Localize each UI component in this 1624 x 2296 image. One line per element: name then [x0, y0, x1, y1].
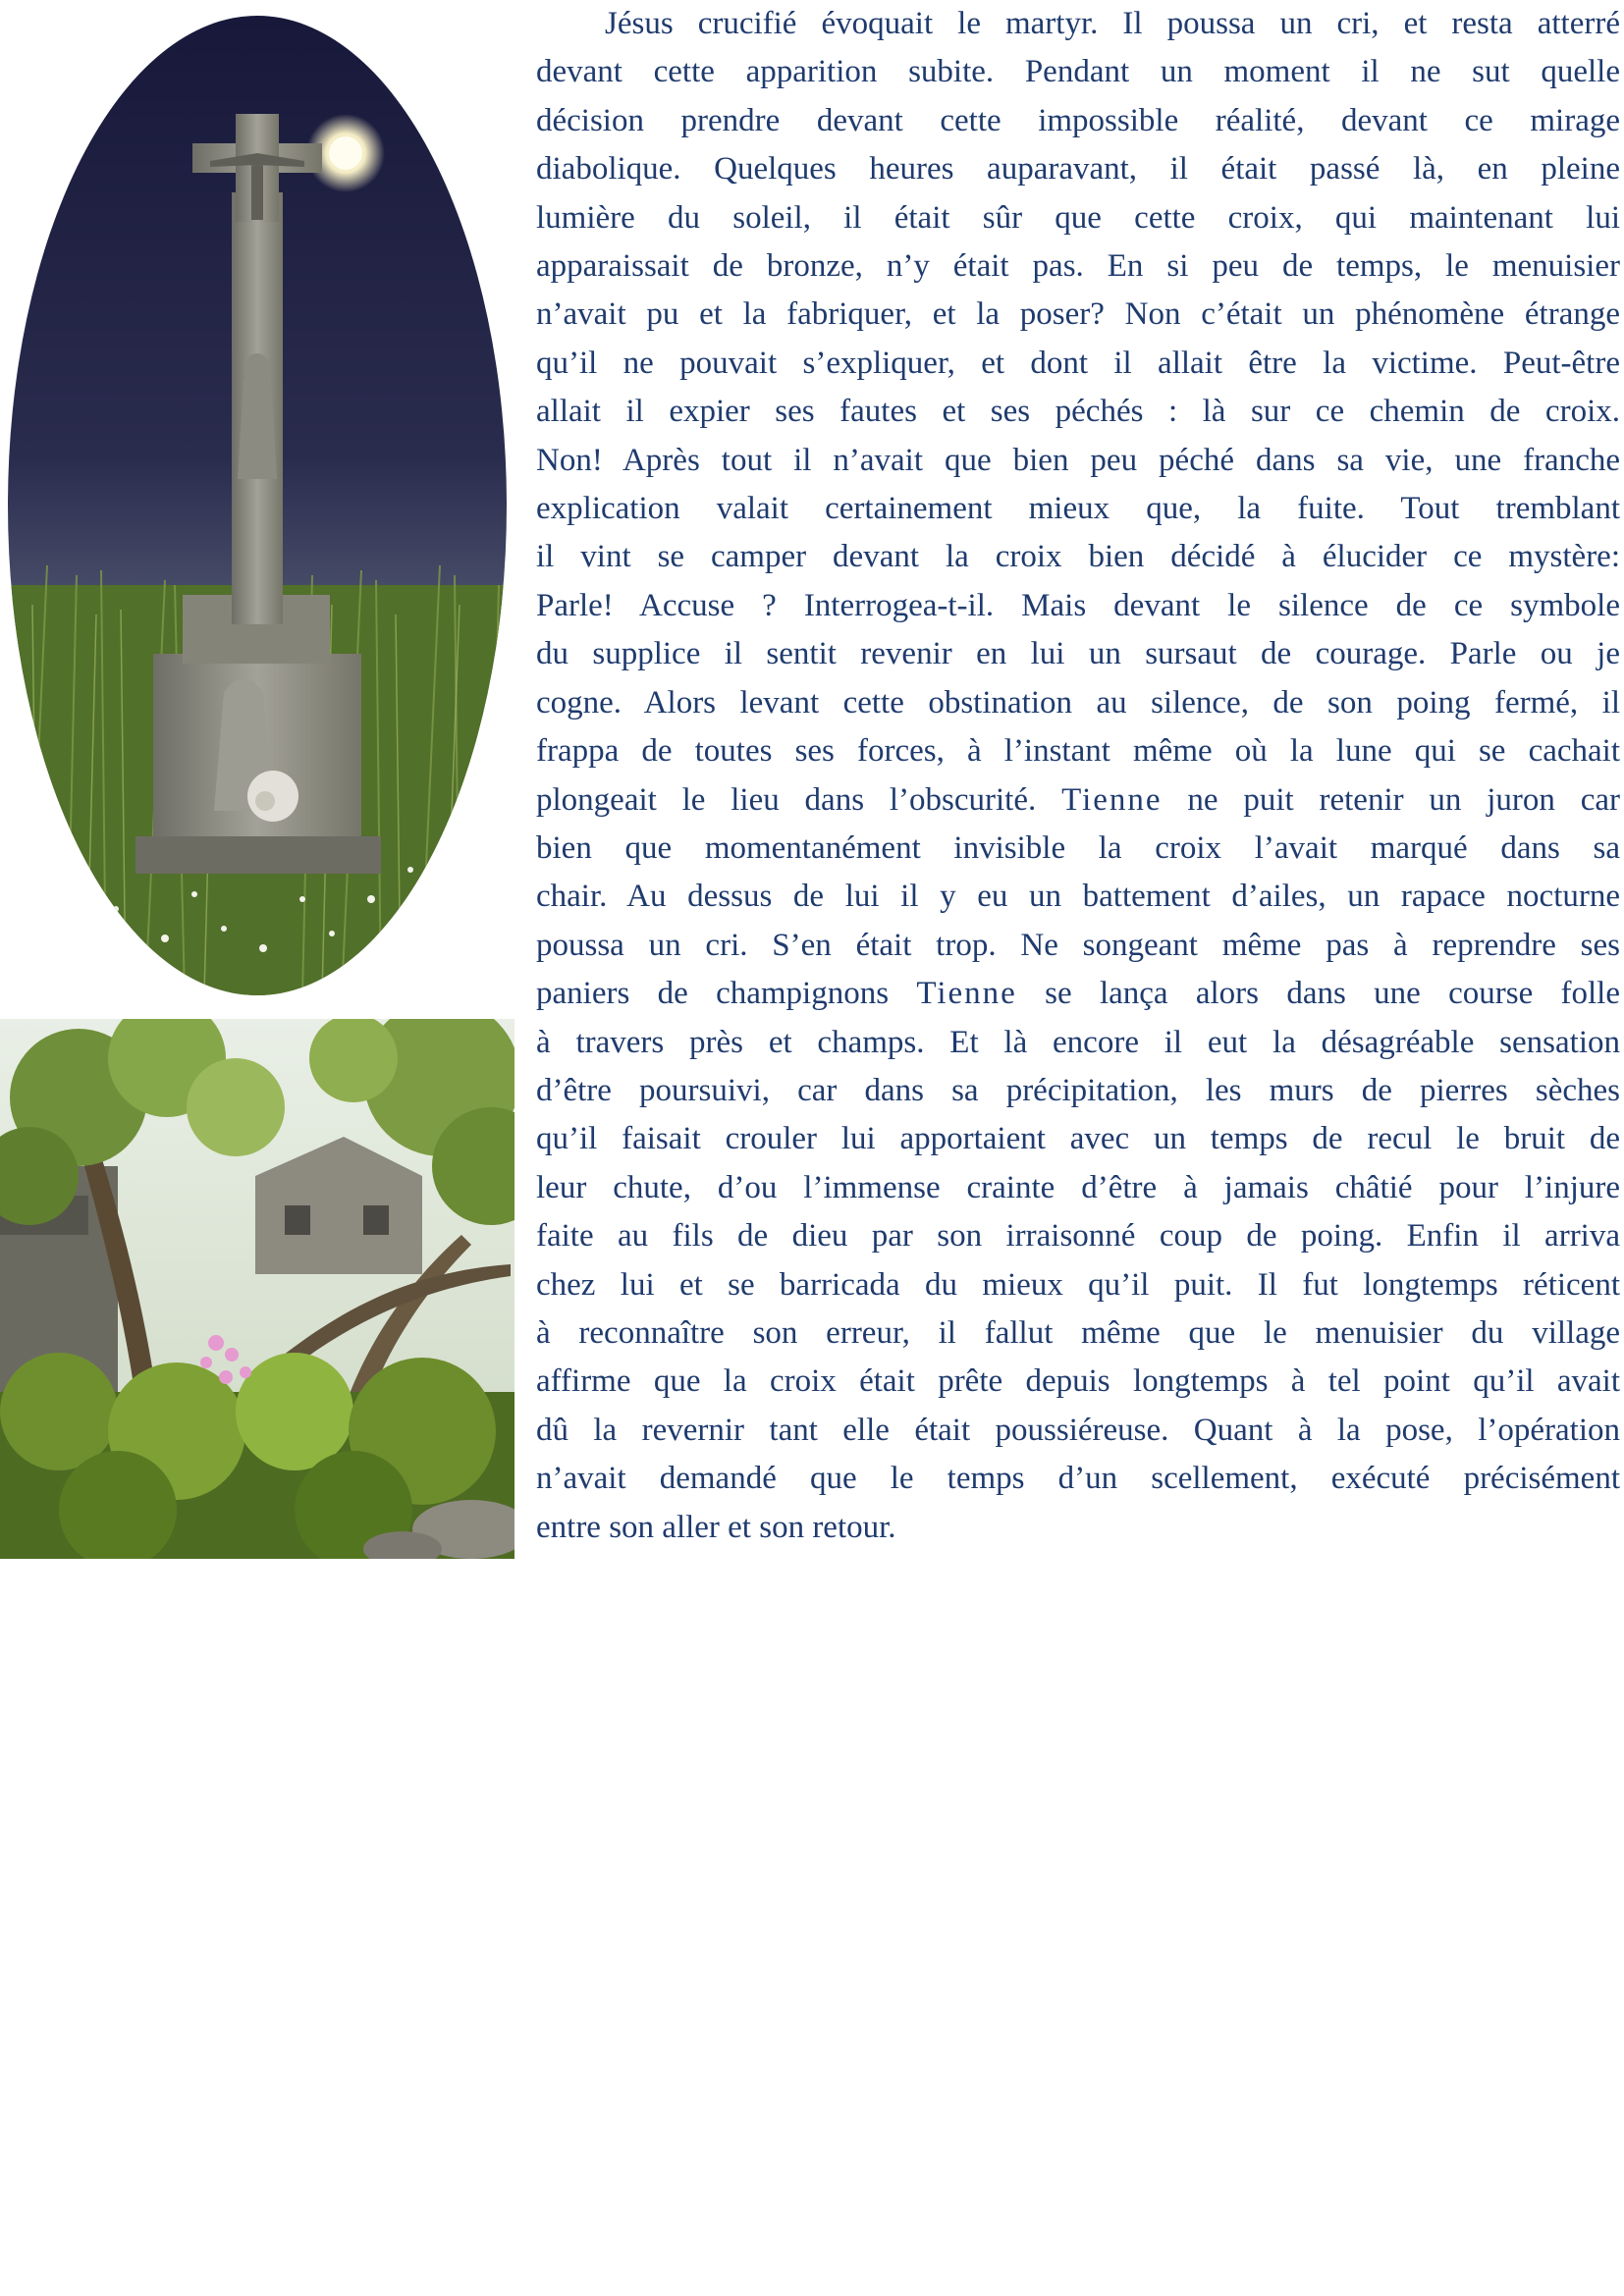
text-line: à reconnaître son erreur, il fallut même que le menuisier du village — [536, 1314, 1620, 1351]
text-line: entre son aller et son retour. — [536, 1509, 896, 1545]
text-line: apparaissait de bronze, n’y était pas. En si peu de temps, le menuisier — [536, 248, 1620, 285]
text-line: il vint se camper devant la croix bien décidé à élucider ce mystère: — [536, 539, 1620, 575]
crucifix-night-photo — [8, 16, 507, 995]
text-line: n’avait pu et la fabriquer, et la poser? Non c’était un phénomène étrange — [536, 296, 1620, 333]
text-segment: plongeait le lieu dans l’obscurité. — [536, 781, 1037, 818]
text-line: bien que momentanément invisible la croix l’avait marqué dans sa — [536, 829, 1620, 866]
text-line: Jésus crucifié évoquait le martyr. Il poussa un cri, et resta atterré — [605, 6, 1620, 41]
story-text-column — [536, 0, 1620, 1552]
garden-illustration — [0, 1019, 514, 1559]
text-line: chair. Au dessus de lui il y eu un battement d’ailes, un rapace nocturne — [536, 879, 1620, 915]
text-line: qu’il ne pouvait s’expliquer, et dont il allait être la victime. Peut-être — [536, 345, 1620, 381]
text-line: à travers près et champs. Et là encore il eut la désagréable sensation — [536, 1024, 1620, 1060]
text-line: faite au fils de dieu par son irraisonné coup de poing. Enfin il arriva — [536, 1218, 1620, 1255]
character-name: Tienne — [1061, 781, 1163, 818]
text-segment: paniers de champignons — [536, 976, 890, 1012]
text-line: devant cette apparition subite. Pendant un moment il ne sut quelle — [536, 54, 1620, 90]
text-line: qu’il faisait crouler lui apportaient avec un temps de recul le bruit de — [536, 1121, 1620, 1157]
text-line: allait il expier ses fautes et ses péchés : là sur ce chemin de croix. — [536, 394, 1620, 430]
story-paragraph — [536, 0, 1620, 1552]
text-line: décision prendre devant cette impossible réalité, devant ce mirage — [536, 102, 1620, 138]
text-line: leur chute, d’ou l’immense crainte d’être à jamais châtié pour l’injure — [536, 1169, 1620, 1205]
text-line: cogne. Alors levant cette obstination au silence, de son poing fermé, il — [536, 684, 1620, 721]
text-line: chez lui et se barricada du mieux qu’il puit. Il fut longtemps réticent — [536, 1266, 1620, 1303]
crucifix-illustration — [8, 16, 507, 995]
text-line: n’avait demandé que le temps d’un scellement, exécuté précisément — [536, 1461, 1620, 1497]
text-line: affirme que la croix était prête depuis longtemps à tel point qu’il avait — [536, 1363, 1620, 1400]
character-name: Tienne — [916, 976, 1017, 1012]
text-line: Parle! Accuse ? Interrogea-t-il. Mais devant le silence de ce symbole — [536, 587, 1620, 623]
text-line: frappa de toutes ses forces, à l’instant même où la lune qui se cachait — [536, 733, 1620, 770]
text-line: lumière du soleil, il était sûr que cette croix, qui maintenant lui — [536, 199, 1620, 236]
text-line: du supplice il sentit revenir en lui un sursaut de courage. Parle ou je — [536, 636, 1620, 672]
text-segment: ne puit retenir un juron car — [1187, 781, 1621, 818]
text-line: dû la revernir tant elle était poussiéreuse. Quant à la pose, l’opération — [536, 1412, 1620, 1448]
text-line-with-name — [536, 776, 1620, 825]
text-line: explication valait certainement mieux que, la fuite. Tout tremblant — [536, 491, 1620, 527]
text-segment: se lança alors dans une course folle — [1045, 976, 1620, 1012]
garden-photo — [0, 1019, 514, 1559]
text-line-with-name — [536, 970, 1620, 1018]
text-line: poussa un cri. S’en était trop. Ne songeant même pas à reprendre ses — [536, 927, 1620, 963]
text-line: d’être poursuivi, car dans sa précipitation, les murs de pierres sèches — [536, 1072, 1620, 1108]
text-line: diabolique. Quelques heures auparavant, il était passé là, en pleine — [536, 151, 1620, 187]
text-line: Non! Après tout il n’avait que bien peu péché dans sa vie, une franche — [536, 442, 1620, 478]
